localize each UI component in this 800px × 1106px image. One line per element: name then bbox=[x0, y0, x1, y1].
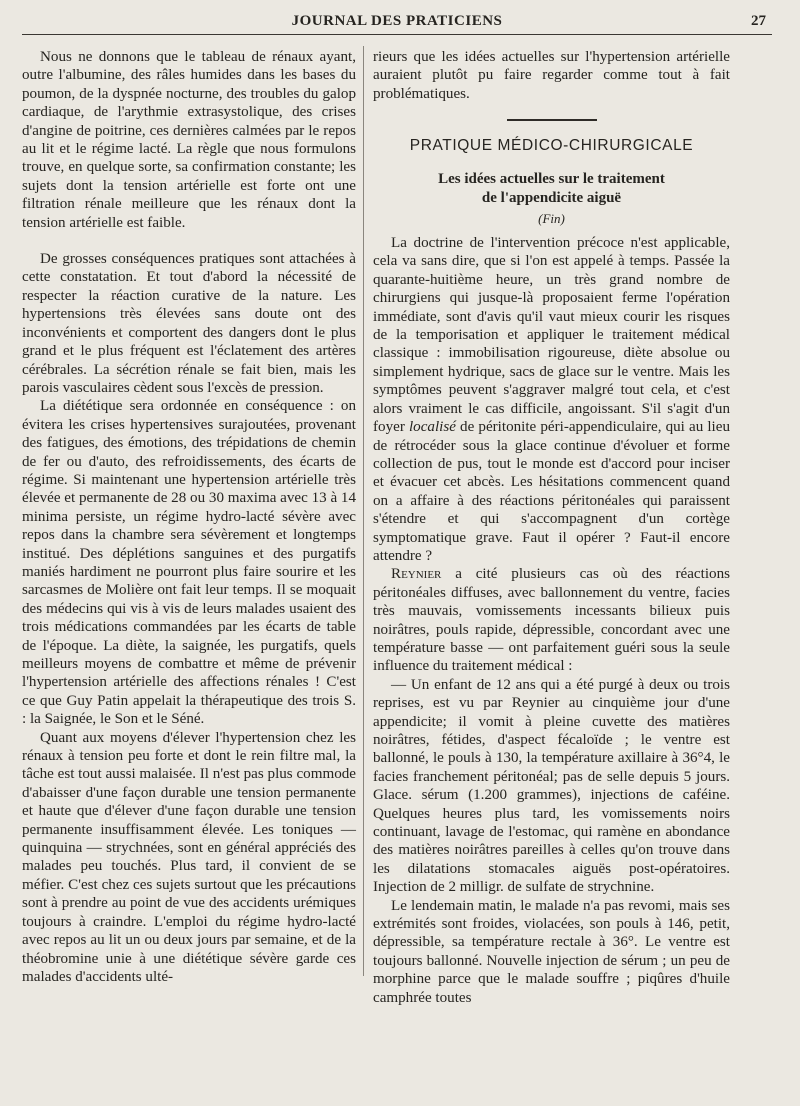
author-name: Reynier bbox=[391, 566, 442, 583]
paragraph bbox=[373, 565, 730, 675]
left-column bbox=[22, 48, 356, 986]
paragraph: De grosses conséquences pratiques sont attachées à cette constatation. Et tout d'abord la nécessité de respecter la réaction curative de la nature. Les hypertensions très élevées sans doute ont des inconvénients et comportent des dangers dont le plus grand et le plus fréquent est l'éclatement des artères cérébrales. La sécrétion rénale se fait bien, mais les parois vasculaires cèdent sous l'excès de pression. bbox=[22, 251, 356, 396]
article-title-line: de l'appendicite aiguë bbox=[481, 189, 622, 206]
column-divider bbox=[363, 46, 364, 976]
article-subtitle: (Fin) bbox=[538, 210, 565, 226]
journal-title: JOURNAL DES PRATICIENS bbox=[291, 13, 503, 29]
section-heading: PRATIQUE MÉDICO-CHIRURGICALE bbox=[409, 137, 694, 155]
emphasis: localisé bbox=[408, 419, 456, 436]
paragraph: Nous ne donnons que le tableau de rénaux ayant, outre l'albumine, des râles humides dans les bases du poumon, de la dyspnée nocturne, des troubles du galop cardiaque, de l'arythmie extrasystolique, des crises d'angine de poitrine, ces dernières calmées par le repos au lit et le régime lacté. La règle que nous formulons trouve, en quelque sorte, sa confirmation constante; les sujets dont la tension artérielle est forte ont une filtration rénale meilleure que les rénaux dont la tension artérielle est faible. bbox=[22, 49, 356, 231]
section-separator bbox=[507, 119, 597, 121]
right-column bbox=[373, 48, 730, 1007]
paragraph: Le lendemain matin, le malade n'a pas revomi, mais ses extrémités sont froides, violacées, son pouls à 146, petit, dépressible, sa température rectale à 36°. Le ventre est toujours ballonné. Nouvelle injection de sérum ; un peu de morphine parce que le malade souffre ; piqûres d'huile camphrée toutes bbox=[373, 897, 730, 1006]
text-run: de péritonite péri-appendiculaire, qui au lieu de rétrocéder sous la glace continue d'évoluer et forme collection de pus, tout le monde est d'accord pour inciser et évacuer cet abcès. Les hésitations commencent quand on a affaire à des réactions péritonéales qui paraissent s'étendre et qui s'accompagnent d'un cortège symptomatique grave. Faut il opérer ? Faut-il encore attendre ? bbox=[373, 419, 730, 564]
paragraph-continued: rieurs que les idées actuelles sur l'hypertension artérielle auraient plutôt pu faire regarder comme tout à fait problématiques. bbox=[373, 49, 730, 102]
text-run: a cité plusieurs cas où des réactions péritonéales diffuses, avec ballonnement du ventre, facies très mauvais, vomissements incessants bilieux puis noirâtres, pouls rapide, dépressible, concordant avec une température basse — ont parfaitement guéri sous la seule influence du traitement médical : bbox=[373, 566, 730, 675]
paragraph: Quant aux moyens d'élever l'hypertension chez les rénaux à tension peu forte et dont le rein filtre mal, la tâche est tout aussi malaisée. Il n'est pas plus commode d'abaisser d'une façon durable une tension permanente et haute que d'élever d'une façon durable une tension permanente insuffisamment élevée. Les toniques — quinquina — strychnées, sont en général appréciés des malades peu touchés. Plus tard, il convient de se méfier. C'est chez ces sujets surtout que les précautions sont à prendre au point de vue des accidents urémiques toujours à craindre. L'emploi du régime hydro-lacté avec repos au lit un ou deux jours par semaine, et de la théobromine unie à une diététique sévère garde ces malades d'accidents ulté- bbox=[22, 729, 356, 985]
paragraph: — Un enfant de 12 ans qui a été purgé à deux ou trois reprises, est vu par Reynier au cinquième jour d'une appendicite; il vomit à pleine cuvette des matières noirâtres, fétides, d'aspect fécaloïde ; le ventre est ballonné, le pouls à 130, la température axillaire à 36°4, le facies franchement péritonéal; pas de selle depuis 5 jours. Glace. sérum (1.200 grammes), injections de caféine. Quelques heures plus tard, les vomissements noirs continuant, lavage de l'estomac, qui ramène en abondance des matières noirâtres pareilles à celles qu'on trouve dans les dilatations stomacales aiguës post-opératoires. Injection de 2 milligr. de sulfate de strychnine. bbox=[373, 676, 730, 896]
paragraph: La diététique sera ordonnée en conséquence : on évitera les crises hypertensives surajoutées, provenant des fatigues, des émotions, des trépidations de chemin de fer ou d'auto, des refroidissements, des écarts de régime. Si maintenant une hypertension artérielle très élevée et permanente de 28 ou 30 maxima avec 13 à 14 minima persiste, un régime hydro-lacté sévère avec repos dans la chambre sera sévèrement et longtemps institué. Des déplétions sanguines et des purgatifs maniés hardiment ne pourront plus faire sourire et les sarcasmes de Molière ont fait leur temps. Il se moquait des médecins qui vis à vis de leurs malades usaient des trois médications commandées par les écarts de table de l'époque. La diète, la saignée, les purgatifs, quels meilleurs moyens de combattre et même de prévenir l'hypertension artérielle des affections rénales ! C'est ce que Guy Patin appelait la thérapeutique des trois S. : la Saignée, le Son et le Séné. bbox=[22, 398, 357, 728]
running-header bbox=[22, 10, 772, 35]
article-title bbox=[373, 170, 730, 208]
article-title-line: Les idées actuelles sur le traitement bbox=[438, 170, 665, 187]
paragraph bbox=[373, 234, 730, 565]
page-number: 27 bbox=[751, 13, 766, 29]
text-run: La doctrine de l'intervention précoce n'est applicable, cela va sans dire, que si l'on est appelé à temps. Passée la quarante-huitième heure, un très grand nombre de chirurgiens qui jusque-là proposaient ferme l'opération immédiate, sont d'avis qu'il vaut mieux courir les risques de la temporisation et appliquer le traitement médical classique : immobilisation rigoureuse, diète absolue ou simplement hydrique, sacs de glace sur le ventre. Mais les symptômes peuvent s'aggraver malgré tout cela, et c'est alors vraiment le cas difficile, angoissant. S'il s'agit d'un foyer bbox=[373, 235, 730, 436]
